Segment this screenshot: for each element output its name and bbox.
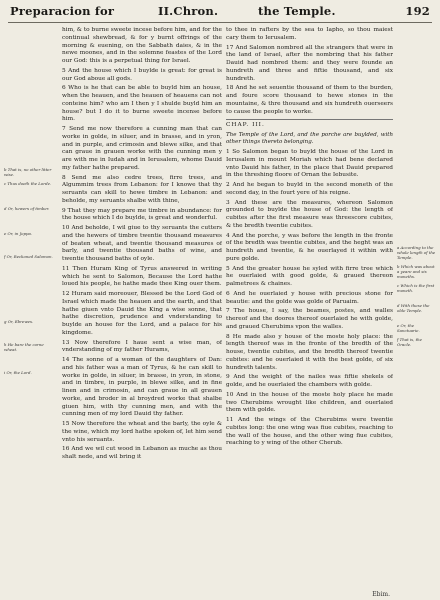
header-rule — [8, 22, 432, 23]
verse-text: 7 Send me now therefore a cunning man that can worke in golde, in siluer, and in brasse, and in yron, and in purple, and crimosin and blewe silke, and that can graue in grauen worke with the cunning men y are with me in Iudah and in Ierusalem, whome Dauid my father hathe prepared. — [62, 126, 222, 171]
margin-note: e Or, in Joppa. — [4, 231, 33, 236]
header-book-title: II.Chron. — [158, 4, 219, 18]
verse-text: 9 And the weight of the nailes was fiftie shekels of golde, and he ouerlaied the chambers with golde. — [226, 374, 393, 388]
verse-text: 8 Send me also cedre trees, firre trees, and Algummim trees from Lebanon: for I knowe that thy seruants can skill to hewe timbre in Lebanon: and beholde, my seruants shalbe with thine, — [62, 174, 222, 204]
margin-note: b Which was about a yeare and six moneths. — [397, 264, 435, 279]
header-left-title: Preparacion for — [10, 4, 115, 18]
left-text-column — [62, 27, 222, 596]
margin-note: e Or, the Sanctuarie. — [397, 323, 420, 333]
verse-text: 18 And he set seuentie thousand of them to the burden, and foure score thousand to hewe stones in the mountaine, & thre thousand and six hundreth ouerseers to cause the people to worke. — [226, 85, 393, 115]
verse-text: 13 Now therefore I haue sent a wise man, of vnderstanding of my father Hurams, — [62, 339, 222, 354]
verse-text: 6 And he ouerlaied y house with precious stone for beautie: and the golde was golde of Paruaim. — [226, 290, 393, 305]
verse-text: 17 And Salomon nombred all the strangers that were in the land of Israel, after the nombring that his father Dauid had nombred them: and they were founde an hundreth and three and fiftie thousand, and six hundreth. — [226, 44, 393, 82]
header-right-title: the Temple. — [258, 4, 336, 18]
verse-text: 1 So Salomon began to buyld the house of the Lord in Ierusalem in mount Moriah which had bene declared vnto Dauid his father, in the place that Dauid prepared in the threshing floore of Ornan the Iebusite. — [226, 149, 393, 179]
running-header — [6, 4, 434, 22]
margin-note: g Or, Ebrewes. — [4, 319, 34, 324]
left-margin-notes — [4, 27, 58, 596]
verse-text: 11 And the wings of the Cherubims were twentie cubites long: the one wing was fiue cubites, reaching to the wall of the house, and the other wing fiue cubites, reaching to y wing of the other Cherub. — [226, 417, 393, 447]
margin-note: f That is, the Oracle. — [397, 337, 422, 347]
verse-text: 2 And he began to buyld in the second moneth of the second day, in the fourt yere of his reigne. — [226, 182, 393, 196]
margin-note: b That is, no other litter wise. — [4, 167, 52, 177]
verse-text: to thee in rafters by the sea to Iapho, so thou maiest cary them to Ierusalem. — [226, 27, 393, 41]
verse-text: 10 And beholde, I wil giue to thy seruants the cutters and the hewers of timbre twentie thousand measures of beaten wheat, and twentie thousand measures of barly, and twentie thousand baths of wine, and twentie thousand baths of oyle. — [62, 225, 222, 262]
verse-text: 16 And we wil cut wood in Lebanon as muche as thou shalt nede, and wil bring it — [62, 446, 222, 460]
verse-text: 6 Who is he that can be able to buyld him an house, when the heauen, and the heauen of heauens can not conteine him? who am I then y I shulde buyld him an house? but I do it to burne sweete incense before him. — [62, 85, 222, 123]
margin-note: h He bare the corne wheat. — [4, 342, 44, 352]
verse-text: 7 The house, I say, the beames, postes, and walles thereof and the doores thereof ouerlaied he with golde, and graued Cherubims vpon the walles. — [226, 308, 393, 330]
verse-text: 11 Then Huram King of Tyrus answered in writing which he sent to Salomon, Because the Lord hathe loued his people, he hathe made thee King ouer them. — [62, 265, 222, 288]
page-number: 192 — [405, 4, 430, 18]
margin-note: c Thus doeth the Lorde. — [4, 181, 52, 186]
catchword: Ebim. — [372, 591, 390, 598]
verse-text: 14 The sonne of a woman of the daughters of Dan: and his father was a man of Tyrus, & he can skill to worke in golde, in siluer, in brasse, in yron, in stone, and in timbre, in purple, in blewe silke, and in fine linen and in crimosin, and can graue in all grauen worke, and broder in al broydred worke that shalbe giuen him, with thy cunning men, and with the cunning men of my lord Dauid thy father. — [62, 357, 222, 418]
verse-text: 4 And the porche, y was before the length in the fronte of the bredth was twentie cubites, and the heght was an hundreth and twentie, & he ouerlayed it within with pure golde. — [226, 232, 393, 262]
verse-text: 3 And these are the measures, whereon Salomon grounded to buylde the house of God: the length of cubites after the first measure was threescore cubites, & the bredth twentie cubites. — [226, 199, 393, 229]
verse-text: 9 That they may prepare me timbre in abundance: for the house which I do buylde, is great and wonderful. — [62, 207, 222, 222]
margin-note: c Which is the first moneth. — [397, 283, 435, 293]
margin-note: d Or, hewers of timber. — [4, 206, 50, 211]
verse-text: 8 He made also y house of the moste holy place: the length thereof was in the fronte of the bredth of the house, twentie cubites, and the bredth thereof twentie cubites: and he ouerlaied it with the best golde, of six hundreth talents. — [226, 333, 393, 371]
verse-text: 5 And the house which I buylde is great: for great is our God aboue all gods. — [62, 67, 222, 82]
margin-note: f Or, Reckoned Salomon. — [4, 254, 53, 259]
verse-text: 10 And in the house of the moste holy place he made two Cherubims wrought like children, and ouerlaied them with golde. — [226, 391, 393, 414]
margin-note: i Or, the Lord. — [4, 370, 32, 375]
right-margin-notes — [397, 27, 437, 596]
verse-text: 15 Now therefore the wheat and the barly, the oyle & the wine, which my lord hathe spoken of, let him send vnto his seruants. — [62, 421, 222, 443]
right-text-column — [226, 27, 393, 596]
chapter-divider — [226, 119, 393, 120]
margin-note: d With these the olde Temple. — [397, 303, 430, 313]
verse-text: him, & to burne sweete incese before him, and for the continual shewbread, & for y burnt offrings of the morning & euening, on the Sabbath daies, & in the newe moones, and in the solemne feastes of the Lord our God: this is a perpetual thing for Israel. — [62, 27, 222, 64]
chapter-summary: The Temple of the Lord, and the porche are buylded, with other things thereto belonging. — [226, 132, 393, 145]
chapter-heading: CHAP. III. — [226, 122, 265, 129]
verse-text: 12 Huram said moreouer, Blessed be the Lord God of Israel which made the heauen and the earth, and that hathe giuen vnto Dauid the King a wise sonne, that hathe discretion, prudence and vnderstanding to buylde an house for the Lord, and a palace for his kingdome. — [62, 291, 222, 336]
margin-note: a According to the whole length of the Temple. — [397, 245, 436, 260]
verse-text: 5 And the greater house he syled with firre tree which he ouerlaied with good golde, & graued thereon palmetrees & chaines. — [226, 265, 393, 287]
